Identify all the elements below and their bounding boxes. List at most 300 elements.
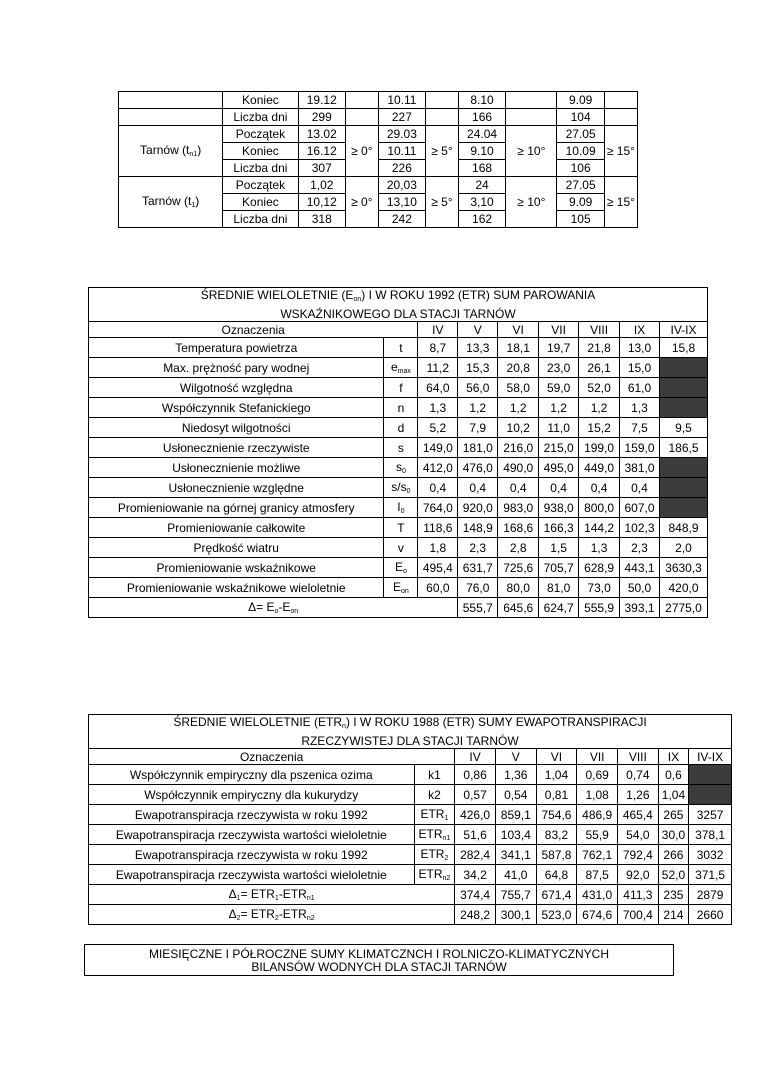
value-cell: 341,1 bbox=[495, 845, 536, 865]
row-label: Początek bbox=[223, 177, 298, 194]
value-cell: 0,4 bbox=[620, 478, 660, 498]
value-cell: 41,0 bbox=[495, 865, 536, 885]
row-label: Koniec bbox=[223, 92, 298, 109]
value-cell: 426,0 bbox=[455, 805, 496, 825]
row-label: Początek bbox=[223, 126, 298, 143]
symbol-cell bbox=[414, 785, 455, 805]
value-cell: 282,4 bbox=[455, 845, 496, 865]
value-cell: 15,0 bbox=[620, 358, 660, 378]
value-cell: 0,6 bbox=[658, 765, 689, 785]
value-cell: 19,7 bbox=[539, 338, 579, 358]
symbol-subscript: n2 bbox=[442, 874, 451, 882]
value-cell: 10.11 bbox=[378, 92, 425, 109]
row-label: Temperatura powietrza bbox=[89, 338, 384, 358]
delta-label: $\Delta= E_o-E_{on}$ bbox=[89, 598, 458, 618]
value-cell: 800,0 bbox=[579, 498, 620, 518]
column-header: VIII bbox=[618, 749, 659, 765]
row-label: Promieniowanie na górnej granicy atmosfery bbox=[89, 498, 384, 518]
column-header: IV bbox=[418, 322, 458, 338]
row-label: Max. prężność pary wodnej bbox=[89, 358, 384, 378]
value-cell: 55,9 bbox=[577, 825, 618, 845]
threshold-cell bbox=[345, 109, 378, 126]
value-cell: 13,10 bbox=[378, 194, 425, 211]
value-cell: 0,57 bbox=[455, 785, 496, 805]
value-cell: 0,4 bbox=[579, 478, 620, 498]
table-row bbox=[89, 825, 732, 845]
value-cell: 9.09 bbox=[557, 92, 604, 109]
value-cell: 105 bbox=[557, 211, 604, 228]
value-cell: 3032 bbox=[689, 845, 732, 865]
value-cell: 26,1 bbox=[579, 358, 620, 378]
row-label: Wilgotność względna bbox=[89, 378, 384, 398]
value-cell: 20,03 bbox=[378, 177, 425, 194]
symbol: k2 bbox=[428, 787, 441, 802]
value-cell: 631,7 bbox=[458, 558, 498, 578]
delta-row bbox=[89, 905, 732, 925]
value-cell: 106 bbox=[557, 160, 604, 177]
threshold-cell bbox=[506, 92, 557, 109]
value-cell: 624,7 bbox=[539, 598, 579, 618]
empty-cell bbox=[659, 498, 707, 518]
value-cell: 64,8 bbox=[536, 865, 577, 885]
symbol-cell bbox=[414, 805, 455, 825]
symbol: e bbox=[390, 359, 398, 374]
symbol: s/s bbox=[391, 479, 407, 494]
table-row bbox=[89, 478, 708, 498]
value-cell: 0,86 bbox=[455, 765, 496, 785]
symbol: ETR bbox=[418, 866, 443, 881]
column-header: IV-IX bbox=[659, 322, 707, 338]
value-cell: 476,0 bbox=[458, 458, 498, 478]
value-cell: 983,0 bbox=[498, 498, 539, 518]
table-row bbox=[89, 438, 708, 458]
t3-body bbox=[89, 749, 732, 925]
value-cell: 920,0 bbox=[458, 498, 498, 518]
column-header: VII bbox=[577, 749, 618, 765]
value-cell: 1,04 bbox=[536, 765, 577, 785]
value-cell: 214 bbox=[658, 905, 689, 925]
column-header: V bbox=[495, 749, 536, 765]
value-cell: 27.05 bbox=[557, 126, 604, 143]
value-cell: 674,6 bbox=[577, 905, 618, 925]
value-cell: 449,0 bbox=[579, 458, 620, 478]
value-cell: 76,0 bbox=[458, 578, 498, 598]
value-cell: 1,8 bbox=[418, 538, 458, 558]
value-cell: 215,0 bbox=[539, 438, 579, 458]
symbol-cell bbox=[384, 378, 418, 398]
value-cell: 1,2 bbox=[539, 398, 579, 418]
value-cell: 56,0 bbox=[458, 378, 498, 398]
value-cell: 555,7 bbox=[458, 598, 498, 618]
threshold-cell: ≥ 0° bbox=[345, 177, 378, 228]
empty-cell bbox=[659, 378, 707, 398]
value-cell: 792,4 bbox=[618, 845, 659, 865]
value-cell: 762,1 bbox=[577, 845, 618, 865]
table-row bbox=[89, 845, 732, 865]
value-cell: 87,5 bbox=[577, 865, 618, 885]
table-row bbox=[89, 518, 708, 538]
row-label: Prędkość wiatru bbox=[89, 538, 384, 558]
symbol: s bbox=[397, 440, 404, 455]
value-cell: 411,3 bbox=[618, 885, 659, 905]
table-row bbox=[89, 498, 708, 518]
table-title: ŚREDNIE WIELOLETNIE $(ETR_n)$ I W ROKU 1988 (ETR) SUMY EWAPOTRANSPIRACJI RZECZYWISTEJ DLA STACJI TARNÓW bbox=[89, 715, 732, 749]
symbol-subscript: o bbox=[402, 567, 407, 575]
value-cell: 168 bbox=[458, 160, 505, 177]
value-cell: 1,3 bbox=[579, 538, 620, 558]
column-header: VI bbox=[536, 749, 577, 765]
value-cell: 15,3 bbox=[458, 358, 498, 378]
value-cell: 420,0 bbox=[659, 578, 707, 598]
table-row bbox=[89, 578, 708, 598]
row-label: Usłonecznienie możliwe bbox=[89, 458, 384, 478]
value-cell: 21,8 bbox=[579, 338, 620, 358]
value-cell: 58,0 bbox=[498, 378, 539, 398]
value-cell: 242 bbox=[378, 211, 425, 228]
column-header: VIII bbox=[579, 322, 620, 338]
symbol: t bbox=[399, 340, 403, 355]
threshold-cell bbox=[506, 109, 557, 126]
value-cell: 1,26 bbox=[618, 785, 659, 805]
value-cell: 300,1 bbox=[495, 905, 536, 925]
value-cell: 19.12 bbox=[298, 92, 345, 109]
value-cell: 9,5 bbox=[659, 418, 707, 438]
value-cell: 92,0 bbox=[618, 865, 659, 885]
symbol-cell bbox=[384, 478, 418, 498]
header-row bbox=[89, 322, 708, 338]
t1-stations bbox=[119, 126, 638, 228]
row-label: Niedosyt wilgotności bbox=[89, 418, 384, 438]
value-cell: 162 bbox=[458, 211, 505, 228]
value-cell: 13.02 bbox=[298, 126, 345, 143]
value-cell: 859,1 bbox=[495, 805, 536, 825]
value-cell: 1,2 bbox=[498, 398, 539, 418]
symbol: v bbox=[397, 540, 404, 555]
value-cell: 73,0 bbox=[579, 578, 620, 598]
table-row bbox=[119, 177, 638, 194]
value-cell: 371,5 bbox=[689, 865, 732, 885]
value-cell: 118,6 bbox=[418, 518, 458, 538]
heading-line-1: MIESIĘCZNE I PÓŁROCZNE SUMY KLIMATCZNCH I ROLNICZO-KLIMATYCZNYCH bbox=[148, 947, 610, 961]
symbol-cell bbox=[384, 538, 418, 558]
value-cell: 10.09 bbox=[557, 143, 604, 160]
value-cell: 80,0 bbox=[498, 578, 539, 598]
symbol-cell bbox=[384, 358, 418, 378]
value-cell: 168,6 bbox=[498, 518, 539, 538]
value-cell: 299 bbox=[298, 109, 345, 126]
row-label: Ewapotranspiracja rzeczywista wartości wieloletnie bbox=[89, 865, 415, 885]
threshold-cell: ≥ 5° bbox=[426, 177, 459, 228]
symbol-subscript: 0 bbox=[406, 487, 411, 495]
threshold-cell: ≥ 10° bbox=[506, 177, 557, 228]
value-cell: 9.09 bbox=[557, 194, 604, 211]
threshold-cell bbox=[345, 92, 378, 109]
symbol: E bbox=[393, 579, 402, 594]
value-cell: 61,0 bbox=[620, 378, 660, 398]
value-cell: 7,5 bbox=[620, 418, 660, 438]
symbol: s bbox=[395, 459, 402, 474]
value-cell: 0,4 bbox=[418, 478, 458, 498]
symbol-subscript: 0 bbox=[401, 467, 406, 475]
table-row bbox=[119, 92, 638, 109]
symbol: f bbox=[399, 380, 403, 395]
column-header: Oznaczenia bbox=[89, 322, 418, 338]
table-row bbox=[89, 418, 708, 438]
value-cell: 1,36 bbox=[495, 765, 536, 785]
station-cell bbox=[119, 109, 223, 126]
value-cell: 248,2 bbox=[455, 905, 496, 925]
value-cell: 3,10 bbox=[458, 194, 505, 211]
symbol-cell bbox=[384, 418, 418, 438]
value-cell: 2,3 bbox=[458, 538, 498, 558]
row-label: Współczynnik Stefanickiego bbox=[89, 398, 384, 418]
value-cell: 1,3 bbox=[418, 398, 458, 418]
value-cell: 2,8 bbox=[498, 538, 539, 558]
value-cell: 465,4 bbox=[618, 805, 659, 825]
value-cell: 51,6 bbox=[455, 825, 496, 845]
value-cell: 60,0 bbox=[418, 578, 458, 598]
value-cell: 10,2 bbox=[498, 418, 539, 438]
symbol: I bbox=[397, 499, 401, 514]
threshold-cell: ≥ 15° bbox=[604, 126, 637, 177]
value-cell: 1,3 bbox=[620, 398, 660, 418]
value-cell: 50,0 bbox=[620, 578, 660, 598]
value-cell: 10,12 bbox=[298, 194, 345, 211]
value-cell: 11,0 bbox=[539, 418, 579, 438]
value-cell: 27.05 bbox=[557, 177, 604, 194]
water-balance-heading bbox=[84, 944, 674, 976]
value-cell: 11,2 bbox=[418, 358, 458, 378]
column-header: IX bbox=[620, 322, 660, 338]
value-cell: 144,2 bbox=[579, 518, 620, 538]
value-cell: 52,0 bbox=[658, 865, 689, 885]
value-cell: 15,2 bbox=[579, 418, 620, 438]
value-cell: 2,0 bbox=[659, 538, 707, 558]
column-header: IV-IX bbox=[689, 749, 732, 765]
value-cell: 23,0 bbox=[539, 358, 579, 378]
threshold-cell bbox=[604, 92, 637, 109]
column-header: IV bbox=[455, 749, 496, 765]
value-cell: 13,0 bbox=[620, 338, 660, 358]
symbol-subscript: max bbox=[397, 367, 411, 375]
threshold-cell bbox=[426, 92, 459, 109]
value-cell: 628,9 bbox=[579, 558, 620, 578]
row-label: Liczba dni bbox=[223, 160, 298, 177]
table-row bbox=[89, 398, 708, 418]
value-cell: 148,9 bbox=[458, 518, 498, 538]
value-cell: 495,0 bbox=[539, 458, 579, 478]
symbol-cell bbox=[414, 765, 455, 785]
value-cell: 166 bbox=[458, 109, 505, 126]
symbol-cell bbox=[384, 398, 418, 418]
empty-cell bbox=[689, 785, 732, 805]
value-cell: 412,0 bbox=[418, 458, 458, 478]
value-cell: 1,02 bbox=[298, 177, 345, 194]
value-cell: 30,0 bbox=[658, 825, 689, 845]
threshold-cell: ≥ 0° bbox=[345, 126, 378, 177]
symbol-subscript: 0 bbox=[400, 507, 405, 515]
vegetation-period-table bbox=[118, 91, 638, 228]
row-label: Promieniowanie wskaźnikowe wieloletnie bbox=[89, 578, 384, 598]
empty-cell bbox=[659, 478, 707, 498]
threshold-cell: ≥ 15° bbox=[604, 177, 637, 228]
row-label: Ewapotranspiracja rzeczywista w roku 1992 bbox=[89, 845, 415, 865]
value-cell: 226 bbox=[378, 160, 425, 177]
row-label: Liczba dni bbox=[223, 109, 298, 126]
value-cell: 181,0 bbox=[458, 438, 498, 458]
value-cell: 607,0 bbox=[620, 498, 660, 518]
symbol: T bbox=[397, 520, 405, 535]
value-cell: 9.10 bbox=[458, 143, 505, 160]
value-cell: 0,74 bbox=[618, 765, 659, 785]
symbol-cell bbox=[414, 845, 455, 865]
value-cell: 199,0 bbox=[579, 438, 620, 458]
value-cell: 5,2 bbox=[418, 418, 458, 438]
value-cell: 490,0 bbox=[498, 458, 539, 478]
table-row bbox=[119, 126, 638, 143]
threshold-cell: ≥ 5° bbox=[426, 126, 459, 177]
symbol: ETR bbox=[420, 846, 445, 861]
table-row bbox=[89, 338, 708, 358]
symbol: ETR bbox=[420, 806, 445, 821]
value-cell: 700,4 bbox=[618, 905, 659, 925]
table-row bbox=[89, 458, 708, 478]
table-row bbox=[119, 109, 638, 126]
symbol-cell bbox=[384, 558, 418, 578]
threshold-cell bbox=[604, 109, 637, 126]
value-cell: 59,0 bbox=[539, 378, 579, 398]
table-row bbox=[89, 358, 708, 378]
value-cell: 0,54 bbox=[495, 785, 536, 805]
value-cell: 486,9 bbox=[577, 805, 618, 825]
symbol-cell bbox=[384, 338, 418, 358]
column-header: IX bbox=[658, 749, 689, 765]
value-cell: 431,0 bbox=[577, 885, 618, 905]
delta-label: $\Delta_2= ETR_2-ETR_{n2}$ bbox=[89, 905, 455, 925]
value-cell: 2660 bbox=[689, 905, 732, 925]
value-cell: 0,69 bbox=[577, 765, 618, 785]
value-cell: 8,7 bbox=[418, 338, 458, 358]
empty-cell bbox=[689, 765, 732, 785]
column-header: V bbox=[458, 322, 498, 338]
symbol-subscript: on bbox=[401, 587, 409, 595]
row-label: Współczynnik empiryczny dla pszenica ozima bbox=[89, 765, 415, 785]
symbol-subscript: 2 bbox=[444, 854, 449, 862]
value-cell: 0,4 bbox=[498, 478, 539, 498]
value-cell: 848,9 bbox=[659, 518, 707, 538]
value-cell: 235 bbox=[658, 885, 689, 905]
table-row bbox=[89, 765, 732, 785]
value-cell: 755,7 bbox=[495, 885, 536, 905]
delta-label: $\Delta_1= ETR_1-ETR_{n1}$ bbox=[89, 885, 455, 905]
value-cell: 307 bbox=[298, 160, 345, 177]
row-label: Koniec bbox=[223, 194, 298, 211]
value-cell: 587,8 bbox=[536, 845, 577, 865]
value-cell: 0,81 bbox=[536, 785, 577, 805]
value-cell: 10.11 bbox=[378, 143, 425, 160]
value-cell: 24 bbox=[458, 177, 505, 194]
row-label: Ewapotranspiracja rzeczywista wartości wieloletnie bbox=[89, 825, 415, 845]
row-label: Promieniowanie wskaźnikowe bbox=[89, 558, 384, 578]
value-cell: 725,6 bbox=[498, 558, 539, 578]
header-row bbox=[89, 749, 732, 765]
symbol-subscript: n1 bbox=[442, 834, 451, 842]
table-title-row bbox=[89, 288, 708, 322]
row-label: Koniec bbox=[223, 143, 298, 160]
empty-cell bbox=[659, 358, 707, 378]
value-cell: 64,0 bbox=[418, 378, 458, 398]
symbol: d bbox=[397, 420, 405, 435]
value-cell: 149,0 bbox=[418, 438, 458, 458]
threshold-cell bbox=[426, 109, 459, 126]
value-cell: 381,0 bbox=[620, 458, 660, 478]
threshold-cell: ≥ 10° bbox=[506, 126, 557, 177]
column-header: VII bbox=[539, 322, 579, 338]
row-label: Usłonecznienie względne bbox=[89, 478, 384, 498]
value-cell: 34,2 bbox=[455, 865, 496, 885]
symbol-cell bbox=[384, 498, 418, 518]
table-row bbox=[89, 805, 732, 825]
row-label: Promieniowanie całkowite bbox=[89, 518, 384, 538]
value-cell: 54,0 bbox=[618, 825, 659, 845]
value-cell: 186,5 bbox=[659, 438, 707, 458]
symbol-cell bbox=[384, 578, 418, 598]
table-row bbox=[89, 378, 708, 398]
value-cell: 16.12 bbox=[298, 143, 345, 160]
value-cell: 495,4 bbox=[418, 558, 458, 578]
symbol: n bbox=[397, 400, 405, 415]
value-cell: 24.04 bbox=[458, 126, 505, 143]
value-cell: 754,6 bbox=[536, 805, 577, 825]
value-cell: 18,1 bbox=[498, 338, 539, 358]
row-label: Ewapotranspiracja rzeczywista w roku 1992 bbox=[89, 805, 415, 825]
value-cell: 266 bbox=[658, 845, 689, 865]
value-cell: 103,4 bbox=[495, 825, 536, 845]
value-cell: 0,4 bbox=[458, 478, 498, 498]
value-cell: 227 bbox=[378, 109, 425, 126]
value-cell: 102,3 bbox=[620, 518, 660, 538]
value-cell: 3257 bbox=[689, 805, 732, 825]
table-row bbox=[89, 538, 708, 558]
value-cell: 555,9 bbox=[579, 598, 620, 618]
table-title: ŚREDNIE WIELOLETNIE $(E_{on})$ I W ROKU 1992 (ETR) SUM PAROWANIA WSKAŹNIKOWEGO DLA STACJI TARNÓW bbox=[89, 288, 708, 322]
value-cell: 159,0 bbox=[620, 438, 660, 458]
symbol-cell bbox=[384, 458, 418, 478]
value-cell: 104 bbox=[557, 109, 604, 126]
evapotranspiration-table bbox=[88, 714, 732, 925]
evaporation-table bbox=[88, 287, 708, 618]
value-cell: 265 bbox=[658, 805, 689, 825]
value-cell: 1,08 bbox=[577, 785, 618, 805]
heading-line-2: BILANSÓW WODNYCH DLA STACJI TARNÓW bbox=[251, 960, 507, 974]
t2-body bbox=[89, 322, 708, 618]
value-cell: 8.10 bbox=[458, 92, 505, 109]
value-cell: 29.03 bbox=[378, 126, 425, 143]
value-cell: 1,2 bbox=[458, 398, 498, 418]
symbol: ETR bbox=[418, 826, 443, 841]
value-cell: 374,4 bbox=[455, 885, 496, 905]
row-label: Współczynnik empiryczny dla kukurydzy bbox=[89, 785, 415, 805]
value-cell: 318 bbox=[298, 211, 345, 228]
symbol-subscript: 1 bbox=[444, 814, 449, 822]
value-cell: 1,04 bbox=[658, 785, 689, 805]
symbol-cell bbox=[414, 825, 455, 845]
symbol-cell bbox=[384, 438, 418, 458]
column-header: VI bbox=[498, 322, 539, 338]
value-cell: 523,0 bbox=[536, 905, 577, 925]
row-label: Usłonecznienie rzeczywiste bbox=[89, 438, 384, 458]
value-cell: 1,2 bbox=[579, 398, 620, 418]
